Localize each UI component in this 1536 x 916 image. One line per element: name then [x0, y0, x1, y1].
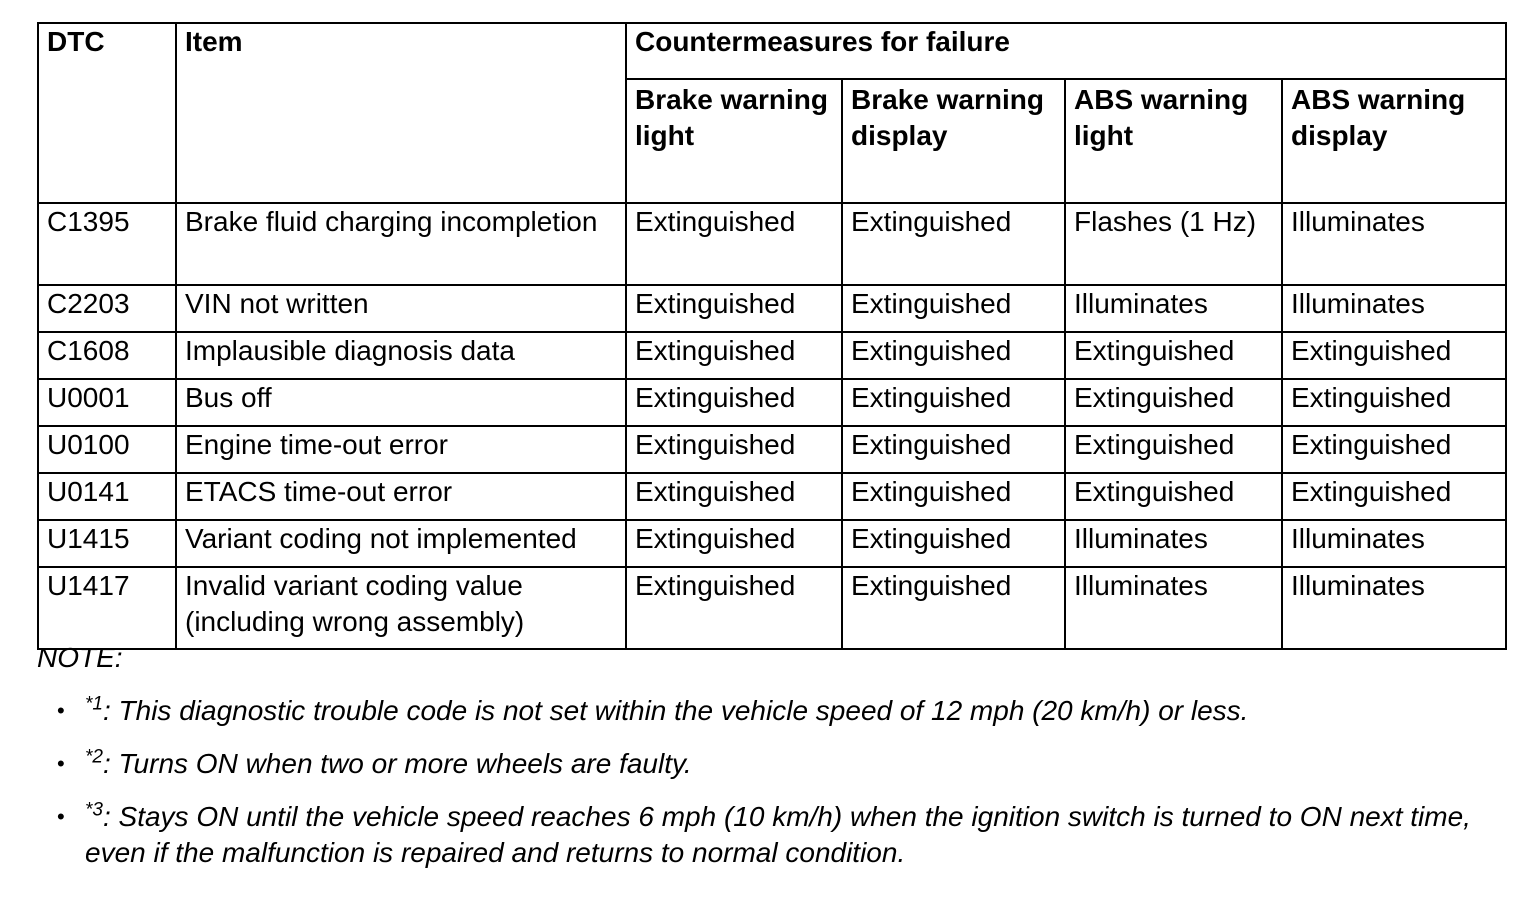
cell-dtc: C1608: [38, 332, 176, 379]
cell-item: Brake fluid charging incompletion: [176, 203, 626, 285]
cell-abs-light: Extinguished: [1065, 379, 1282, 426]
note-item: [37, 746, 1497, 782]
cell-abs-display: Extinguished: [1282, 473, 1506, 520]
note-title: NOTE:: [37, 642, 123, 673]
table-row: [38, 473, 1506, 520]
header-countermeasures: Countermeasures for failure: [626, 23, 1506, 79]
cell-abs-display: Extinguished: [1282, 332, 1506, 379]
cell-dtc: U1417: [38, 567, 176, 649]
cell-item: Variant coding not implemented: [176, 520, 626, 567]
table-row: [38, 520, 1506, 567]
table-header-row: [38, 23, 1506, 79]
bullet-icon: •: [57, 751, 65, 776]
cell-item: ETACS time-out error: [176, 473, 626, 520]
cell-abs-light: Flashes (1 Hz): [1065, 203, 1282, 285]
cell-brake-light: Extinguished: [626, 567, 842, 649]
cell-brake-display: Extinguished: [842, 285, 1065, 332]
cell-brake-display: Extinguished: [842, 520, 1065, 567]
cell-abs-light: Illuminates: [1065, 567, 1282, 649]
cell-brake-light: Extinguished: [626, 332, 842, 379]
cell-brake-display: Extinguished: [842, 332, 1065, 379]
cell-brake-display: Extinguished: [842, 473, 1065, 520]
cell-item: Invalid variant coding value (including wrong assembly): [176, 567, 626, 649]
header-brake-warning-display: Brake warning display: [842, 79, 1065, 203]
note-list: [37, 693, 1497, 871]
table-row: [38, 379, 1506, 426]
header-dtc: DTC: [38, 23, 176, 203]
cell-abs-light: Illuminates: [1065, 520, 1282, 567]
cell-dtc: C1395: [38, 203, 176, 285]
cell-brake-light: Extinguished: [626, 520, 842, 567]
bullet-icon: •: [57, 698, 65, 723]
cell-abs-display: Extinguished: [1282, 379, 1506, 426]
cell-brake-light: Extinguished: [626, 285, 842, 332]
table-row: [38, 332, 1506, 379]
note-item: [37, 799, 1497, 871]
cell-abs-display: Illuminates: [1282, 567, 1506, 649]
cell-abs-light: Extinguished: [1065, 332, 1282, 379]
cell-brake-light: Extinguished: [626, 473, 842, 520]
table-row: [38, 285, 1506, 332]
cell-brake-display: Extinguished: [842, 567, 1065, 649]
cell-item: VIN not written: [176, 285, 626, 332]
cell-brake-display: Extinguished: [842, 203, 1065, 285]
note-section: [37, 640, 1497, 871]
cell-abs-display: Illuminates: [1282, 520, 1506, 567]
dtc-table: [37, 22, 1507, 650]
footnote-mark: *2: [85, 746, 103, 768]
cell-dtc: U0141: [38, 473, 176, 520]
cell-dtc: U1415: [38, 520, 176, 567]
header-abs-warning-light: ABS warning light: [1065, 79, 1282, 203]
cell-dtc: C2203: [38, 285, 176, 332]
footnote-mark: *3: [85, 799, 103, 821]
header-item: Item: [176, 23, 626, 203]
cell-abs-light: Extinguished: [1065, 426, 1282, 473]
footnote-mark: *1: [85, 693, 103, 715]
cell-abs-display: Illuminates: [1282, 285, 1506, 332]
cell-brake-light: Extinguished: [626, 379, 842, 426]
table-row: [38, 203, 1506, 285]
table-row: [38, 567, 1506, 649]
cell-brake-light: Extinguished: [626, 426, 842, 473]
cell-brake-display: Extinguished: [842, 426, 1065, 473]
note-text: : Turns ON when two or more wheels are faulty.: [102, 748, 692, 779]
cell-abs-display: Extinguished: [1282, 426, 1506, 473]
cell-item: Bus off: [176, 379, 626, 426]
cell-item: Implausible diagnosis data: [176, 332, 626, 379]
cell-brake-light: Extinguished: [626, 203, 842, 285]
cell-dtc: U0001: [38, 379, 176, 426]
table-row: [38, 426, 1506, 473]
cell-item: Engine time-out error: [176, 426, 626, 473]
cell-abs-light: Extinguished: [1065, 473, 1282, 520]
cell-abs-light: Illuminates: [1065, 285, 1282, 332]
bullet-icon: •: [57, 804, 65, 829]
cell-dtc: U0100: [38, 426, 176, 473]
note-item: [37, 693, 1497, 729]
header-abs-warning-display: ABS warning display: [1282, 79, 1506, 203]
note-text: : This diagnostic trouble code is not set within the vehicle speed of 12 mph (20 km/h) or less.: [102, 695, 1249, 726]
cell-brake-display: Extinguished: [842, 379, 1065, 426]
note-text: : Stays ON until the vehicle speed reaches 6 mph (10 km/h) when the ignition switch is turned to ON next time, even if the malfunction is repaired and returns to normal condition.: [85, 801, 1471, 868]
header-brake-warning-light: Brake warning light: [626, 79, 842, 203]
cell-abs-display: Illuminates: [1282, 203, 1506, 285]
